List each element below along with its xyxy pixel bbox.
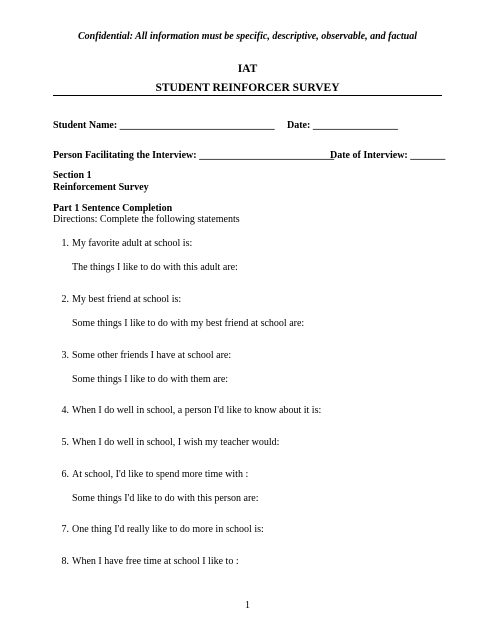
item-number: 6.: [61, 469, 69, 480]
title-iat: IAT: [237, 63, 258, 75]
part-directions: Directions: Complete the following statements: [53, 214, 240, 225]
date-field: Date: _________________: [287, 120, 398, 131]
item-text: My favorite adult at school is:: [72, 238, 193, 249]
item-subtext: The things I like to do with this adult are:: [72, 262, 238, 273]
facilitator-field: Person Facilitating the Interview: ___________________________: [53, 150, 335, 161]
item-text: When I have free time at school I like to :: [72, 556, 239, 567]
section-name: Reinforcement Survey: [53, 182, 149, 193]
item-number: 4.: [61, 405, 69, 416]
part-label: Part 1 Sentence Completion: [53, 203, 173, 214]
interview-date-field: Date of Interview: _______: [330, 150, 446, 161]
item-text: My best friend at school is:: [72, 294, 182, 305]
item-text: When I do well in school, a person I'd like to know about it is:: [72, 405, 322, 416]
item-text: At school, I'd like to spend more time with :: [72, 469, 249, 480]
item-number: 1.: [61, 238, 69, 249]
item-number: 8.: [61, 556, 69, 567]
item-number: 7.: [61, 524, 69, 535]
item-subtext: Some things I'd like to do with this person are:: [72, 493, 259, 504]
item-text: Some other friends I have at school are:: [72, 350, 232, 361]
item-text: One thing I'd really like to do more in school is:: [72, 524, 264, 535]
student-name-field: Student Name: _______________________________: [53, 120, 275, 131]
item-number: 5.: [61, 437, 69, 448]
item-text: When I do well in school, I wish my teacher would:: [72, 437, 280, 448]
item-subtext: Some things I like to do with them are:: [72, 374, 229, 385]
confidential-notice: Confidential: All information must be specific, descriptive, observable, and factual: [77, 31, 418, 42]
item-number: 2.: [61, 294, 69, 305]
item-number: 3.: [61, 350, 69, 361]
title-divider: [53, 95, 442, 96]
item-subtext: Some things I like to do with my best friend at school are:: [72, 318, 305, 329]
section-label: Section 1: [53, 170, 92, 181]
title-survey: STUDENT REINFORCER SURVEY: [155, 82, 340, 94]
page-number: 1: [245, 600, 250, 611]
